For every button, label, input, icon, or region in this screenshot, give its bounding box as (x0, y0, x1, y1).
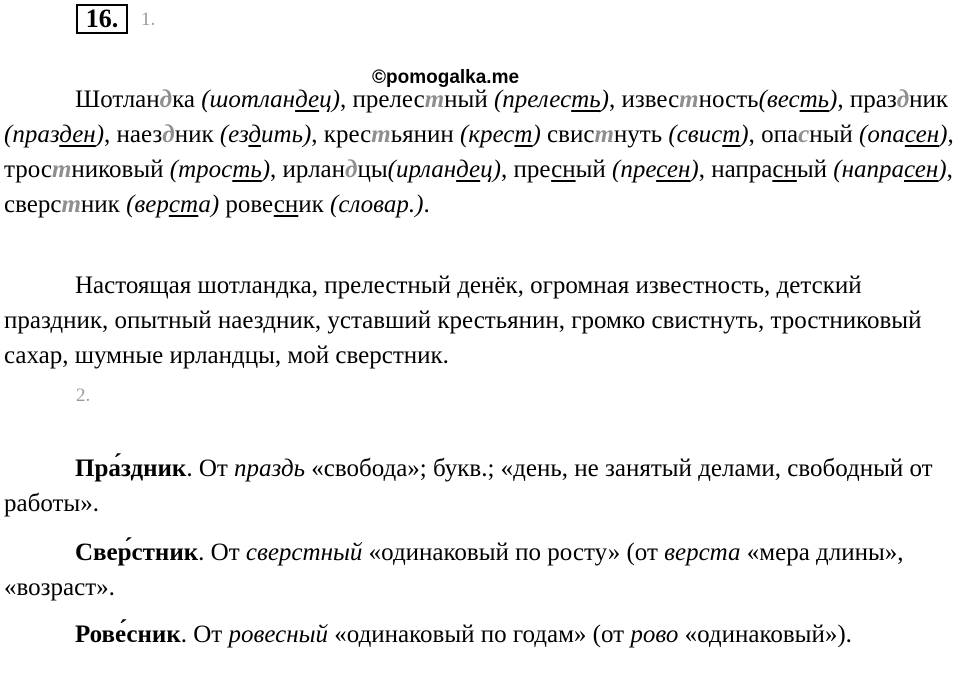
target-word: Шотландка (75, 86, 202, 113)
task-number: 16. (76, 4, 128, 34)
definition-text: «одинаковый по годам» (от (328, 621, 631, 648)
target-word: , известность (608, 86, 759, 113)
target-word: , тростниковый (4, 121, 954, 183)
target-word: , пресный (501, 156, 613, 183)
target-word: , наездник (104, 121, 220, 148)
etymology-3 (4, 617, 960, 652)
sentence-paragraph (4, 268, 960, 373)
etymology-1 (4, 451, 960, 521)
check-word: (празден) (4, 121, 105, 148)
check-word: (крест) (460, 121, 541, 148)
definition-text: «свобода»; букв.; «день, не занятый делами, свободный от работы». (4, 455, 933, 517)
from-label: . От (198, 539, 246, 566)
definition-text: «мера длины», «возраст». (4, 539, 904, 601)
check-word: (прелесть) (493, 86, 609, 113)
origin-word: сверстный (245, 539, 363, 566)
part1-sentence-block (4, 268, 960, 373)
target-word: ровесник (225, 191, 331, 218)
part2-label: 2. (76, 385, 91, 406)
check-word: (словар.) (330, 191, 424, 218)
target-word: , прелестный (339, 86, 494, 113)
check-word: (пресен) (612, 156, 699, 183)
etymology-2 (4, 535, 960, 605)
origin-word: праздь (234, 455, 305, 482)
origin-word: ровесный (228, 621, 329, 648)
word-list-paragraph: Шотландка (шотландец), прелестный (прелесть), известность(весть), праздник (празден), наездник (ездить), крестьянин (крест) свистнуть (свист), опасный (опасен), тростниковый (трость), ирландцы(ирландец), пресный (пресен), напрасный (напрасен), сверстник (верста) ровесник (словар.). (4, 86, 954, 218)
check-word: (ирландец) (387, 156, 501, 183)
part1-label: 1. (141, 9, 156, 30)
target-word: , праздник (837, 86, 949, 113)
check-word: (шотландец) (201, 86, 340, 113)
target-word: , ирландцы (270, 156, 388, 183)
origin-word: верста (664, 539, 741, 566)
headword: Свер́стник (75, 539, 199, 566)
definition-text: «одинаковый по росту» (от (362, 539, 665, 566)
definition-text: «одинаковый»). (678, 621, 852, 648)
check-word: (напрасен) (833, 156, 947, 183)
target-word: свистнуть (547, 121, 669, 148)
check-word: (свист) (668, 121, 749, 148)
from-label: . От (180, 621, 229, 648)
origin-word: рово (630, 621, 679, 648)
target-word: , опасный (748, 121, 860, 148)
watermark: ©pomogalka.me (372, 67, 520, 88)
target-word: , крестьянин (311, 121, 461, 148)
check-word: (ездить) (219, 121, 312, 148)
check-word: (опасен) (859, 121, 948, 148)
check-word: (верста) (126, 191, 220, 218)
check-word: (весть) (758, 86, 838, 113)
headword: Рове́сник (75, 621, 181, 648)
headword: Пра́здник (75, 455, 187, 482)
check-word: (трость) (169, 156, 271, 183)
sentence-text: Настоящая шотландка, прелестный денёк, огромная известность, детский праздник, опытный наездник, уставший крестьянин, громко свистнуть, тростниковый сахар, шумные ирландцы, мой сверстник. (4, 272, 922, 369)
from-label: . От (186, 455, 235, 482)
target-word: , сверстник (4, 156, 953, 218)
target-word: , напрасный (698, 156, 834, 183)
part1-word-list (4, 82, 960, 222)
